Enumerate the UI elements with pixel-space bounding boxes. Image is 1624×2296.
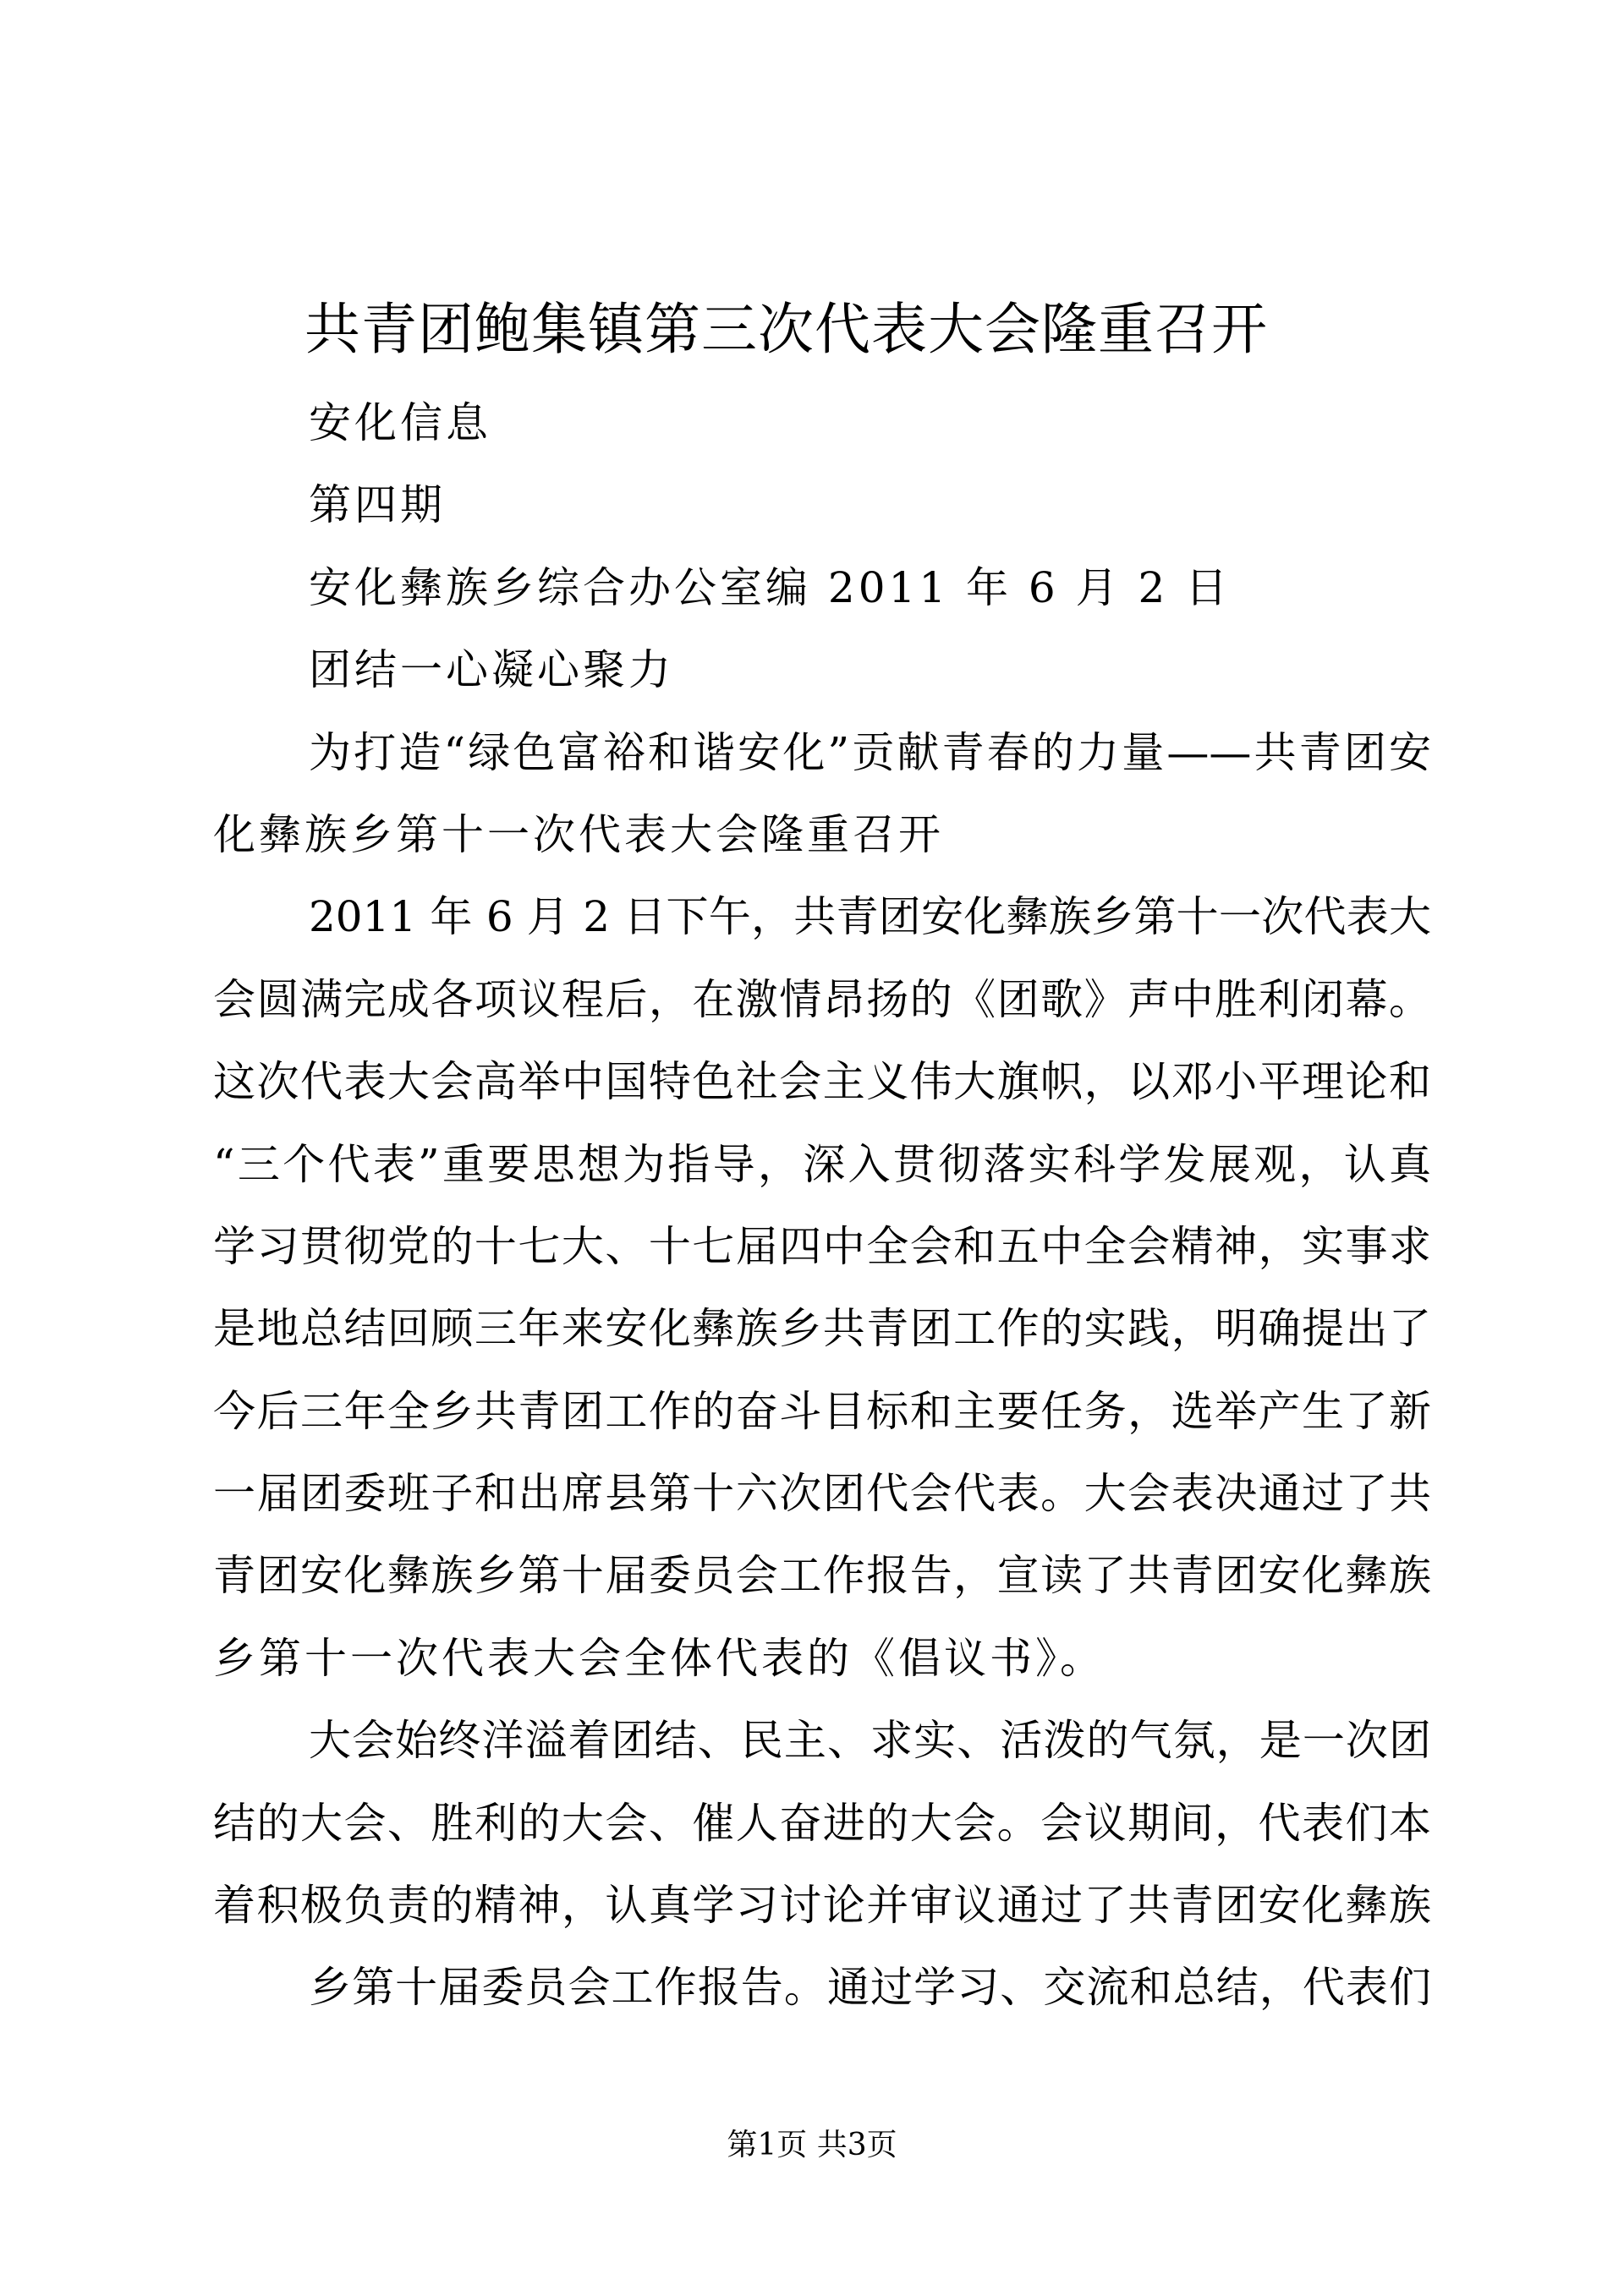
paragraph-line: 着积极负责的精神，认真学习讨论并审议通过了共青团安化彝族 [213,1881,1431,1931]
document-title: 共青团鲍集镇第三次代表大会隆重召开 [304,297,1268,362]
paragraph-line: 今后三年全乡共青团工作的奋斗目标和主要任务，选举产生了新 [213,1386,1431,1436]
editor-date: 安化彝族乡综合办公室编 2011 年 6 月 2 日 [309,562,1232,612]
paragraph-line: 乡第十一次代表大会全体代表的《倡议书》。 [213,1633,1106,1683]
headline-line: 为打造“绿色富裕和谐安化”贡献青春的力量——共青团安 [309,727,1431,777]
paragraph-line: 会圆满完成各项议程后，在激情昂扬的《团歌》声中胜利闭幕。 [213,974,1431,1024]
paragraph-line: 是地总结回顾三年来安化彝族乡共青团工作的实践，明确提出了 [213,1304,1431,1354]
publication-name: 安化信息 [309,398,491,447]
page-number: 第1页 共3页 [727,2128,897,2162]
paragraph-line: 乡第十届委员会工作报告。通过学习、交流和总结，代表们 [309,1963,1431,2013]
paragraph-line: 结的大会、胜利的大会、催人奋进的大会。会议期间，代表们本 [213,1798,1431,1848]
paragraph-line: 青团安化彝族乡第十届委员会工作报告，宣读了共青团安化彝族 [213,1551,1431,1601]
paragraph-line: 这次代表大会高举中国特色社会主义伟大旗帜，以邓小平理论和 [213,1057,1431,1107]
paragraph-line: 学习贯彻党的十七大、十七届四中全会和五中全会精神，实事求 [213,1221,1431,1271]
paragraph-line: 大会始终洋溢着团结、民主、求实、活泼的气氛，是一次团 [309,1716,1431,1766]
paragraph-line: 一届团委班子和出席县第十六次团代会代表。大会表决通过了共 [213,1469,1431,1519]
headline-line: 化彝族乡第十一次代表大会隆重召开 [213,809,944,859]
slogan: 团结一心凝心聚力 [309,645,674,695]
paragraph-line: 2011 年 6 月 2 日下午，共青团安化彝族乡第十一次代表大 [309,892,1431,942]
document-body [213,382,1431,2030]
issue-number: 第四期 [309,480,446,530]
paragraph-line: “三个代表”重要思想为指导，深入贯彻落实科学发展观，认真 [213,1139,1431,1189]
